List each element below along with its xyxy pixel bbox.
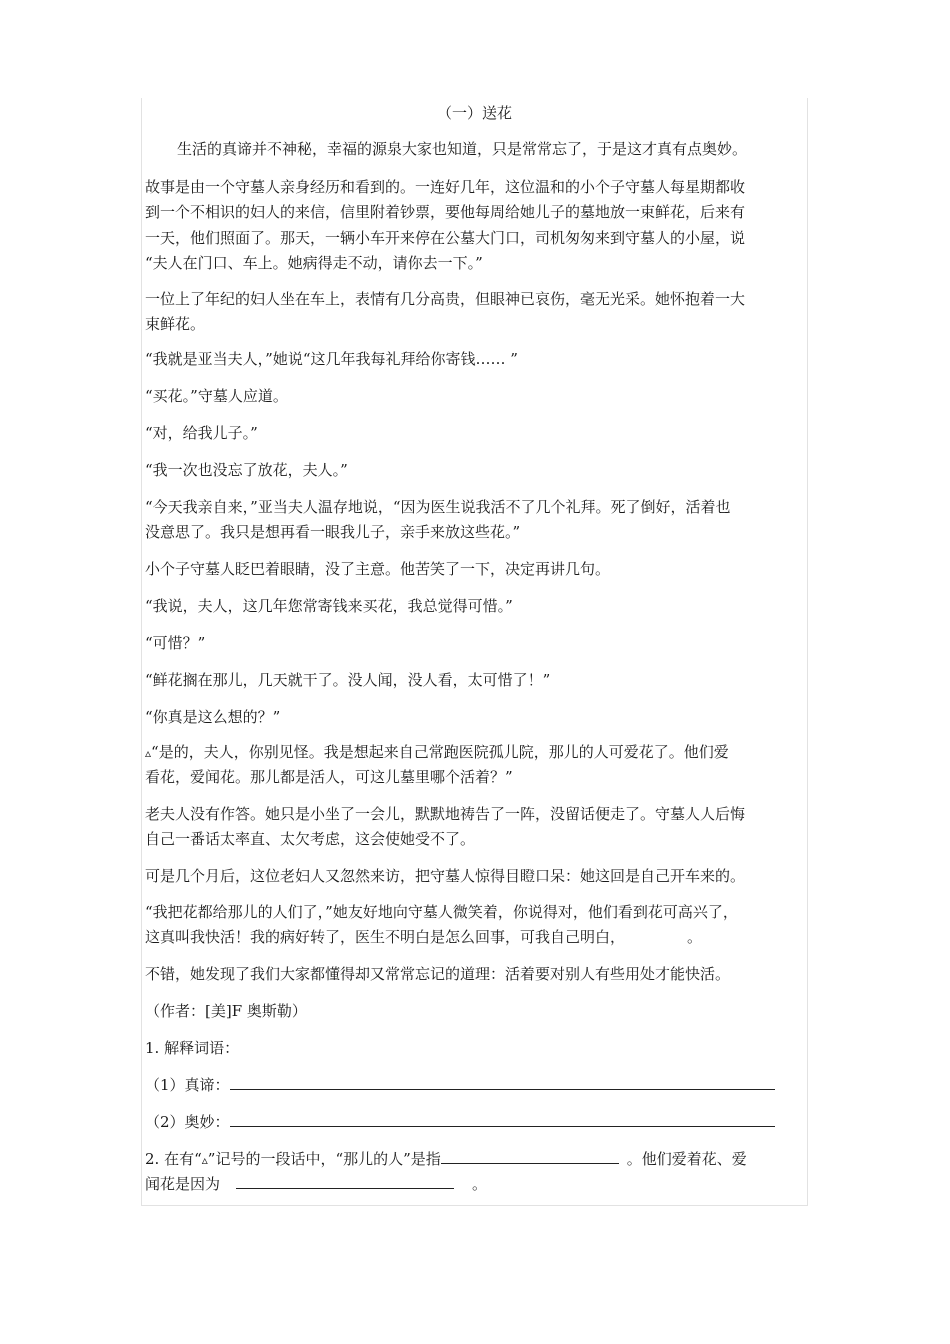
paragraph-line: “鲜花搁在那儿，几天就干了。没人闻，没人看，太可惜了！” (145, 671, 551, 689)
paragraph-line: 老夫人没有作答。她只是小坐了一会儿，默默地祷告了一阵，没留话便走了。守墓人人后悔 (145, 805, 746, 823)
triangle-mark-icon: ▵ (145, 746, 152, 760)
paragraph-line: 可是几个月后，这位老妇人又忽然来访，把守墓人惊得目瞪口呆：她这回是自己开车来的。 (145, 867, 746, 885)
answer-blank[interactable] (230, 1075, 775, 1090)
paragraph-line: 生活的真谛并不神秘，幸福的源泉大家也知道，只是常常忘了，于是这才真有点奥妙。 (177, 140, 748, 158)
paragraph-line: 自己一番话太率直、太欠考虑，这会使她受不了。 (145, 830, 476, 848)
paragraph-line: “我把花都给那儿的人们了，”她友好地向守墓人微笑着，你说得对，他们看到花可高兴了， (145, 903, 738, 921)
paragraph-line: “夫人在门口、车上。她病得走不动，请你去一下。” (145, 254, 483, 272)
question-1-label: 1. 解释词语： (145, 1039, 240, 1057)
paragraph-line: 束鲜花。 (145, 315, 206, 333)
question-2-line-2: 闻花是因为 。 (145, 1175, 488, 1193)
paragraph-line: “可惜？” (145, 634, 206, 652)
answer-blank[interactable] (441, 1149, 619, 1164)
paragraph-line: 不错，她发现了我们大家都懂得却又常常忘记的道理：活着要对别人有些用处才能快活。 (145, 965, 731, 983)
triangle-mark-icon: ▵ (201, 1153, 208, 1167)
paragraph-line: “今天我亲自来，”亚当夫人温存地说，“因为医生说我活不了几个礼拜。死了倒好，活着也 (145, 498, 731, 516)
document-page (141, 98, 808, 1206)
question-1-item-1: （1）真谛： (142, 1075, 807, 1095)
paragraph-line: “我就是亚当夫人，”她说“这几年我每礼拜给你寄钱…… ” (145, 350, 518, 368)
paragraph-line: “我一次也没忘了放花，夫人。” (145, 461, 348, 479)
paragraph-line: 没意思了。我只是想再看一眼我儿子，亲手来放这些花。” (145, 523, 521, 541)
page-title: （一）送花 (436, 104, 512, 122)
paragraph-line: 一天，他们照面了。那天，一辆小车开来停在公墓大门口，司机匆匆来到守墓人的小屋，说 (145, 229, 746, 247)
paragraph-line: 一位上了年纪的妇人坐在车上，表情有几分高贵，但眼神已哀伤，毫无光采。她怀抱着一大 (145, 290, 746, 308)
paragraph-line: 看花，爱闻花。那儿都是活人，可这儿墓里哪个活着？” (145, 768, 513, 786)
answer-blank[interactable] (230, 1112, 775, 1127)
author-line: （作者：[美]F 奥斯勒） (145, 1002, 307, 1020)
paragraph-line: “对，给我儿子。” (145, 424, 258, 442)
paragraph-line: 小个子守墓人眨巴着眼睛，没了主意。他苦笑了一下，决定再讲几句。 (145, 560, 611, 578)
question-1-item-2: （2）奥妙： (142, 1112, 807, 1132)
answer-blank[interactable] (236, 1174, 454, 1189)
question-2-line-1: 2. 在有“▵”记号的一段话中，“那儿的人”是指 。他们爱着花、爱 (145, 1150, 747, 1168)
paragraph-line: 到一个不相识的妇人的来信，信里附着钞票，要他每周给她儿子的墓地放一束鲜花，后来有 (145, 203, 746, 221)
paragraph-line: “你真是这么想的？” (145, 708, 281, 726)
paragraph-line: 这真叫我快活！我的病好转了，医生不明白是怎么回事，可我自己明白， 。 (145, 928, 703, 946)
paragraph-line: 故事是由一个守墓人亲身经历和看到的。一连好几年，这位温和的小个子守墓人每星期都收 (145, 178, 746, 196)
paragraph-line: “我说，夫人，这几年您常寄钱来买花，我总觉得可惜。” (145, 597, 513, 615)
paragraph-line: ▵“是的，夫人，你别见怪。我是想起来自己常跑医院孤儿院，那儿的人可爱花了。他们爱 (145, 743, 729, 761)
paragraph-line: “买花。”守墓人应道。 (145, 387, 288, 405)
